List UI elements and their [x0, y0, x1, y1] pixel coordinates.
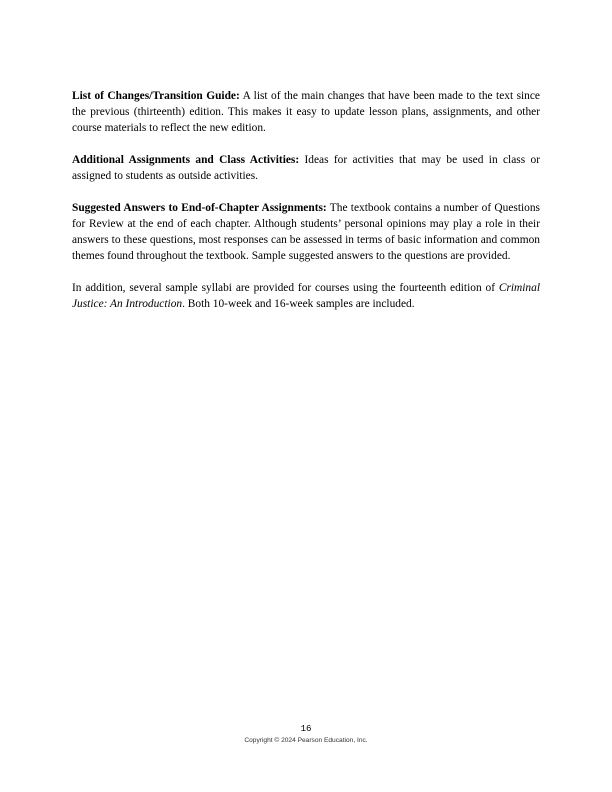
additional-assignments-heading: Additional Assignments and Class Activities: — [72, 154, 300, 166]
changes-guide-paragraph — [72, 88, 540, 136]
suggested-answers-text: The textbook contains a number of Questions for Review at the end of each chapter. Although students’ personal opinions may play a role in their answers to these questions, most responses can be assessed in terms of basic information and common themes found throughout the textbook. Sample suggested answers to the questions are provided. — [72, 202, 540, 262]
copyright-notice: Copyright © 2024 Pearson Education, Inc. — [244, 737, 368, 744]
changes-guide-heading: List of Changes/Transition Guide: — [72, 90, 240, 102]
page-number: 16 — [300, 725, 312, 731]
additional-assignments-text: Ideas for activities that may be used in class or assigned to students as outside activities. — [72, 154, 540, 182]
book-title: Criminal Justice: An Introduction — [72, 282, 540, 310]
suggested-answers-paragraph — [72, 200, 540, 264]
additional-assignments-paragraph — [72, 152, 540, 184]
page-body — [72, 88, 540, 328]
syllabi-paragraph — [72, 280, 540, 312]
syllabi-text-end: . Both 10-week and 16-week samples are included. — [182, 298, 415, 310]
syllabi-text-start: In addition, several sample syllabi are provided for courses using the fourteenth edition of — [72, 282, 499, 294]
changes-guide-text: A list of the main changes that have been made to the text since the previous (thirteenth) edition. This makes it easy to update lesson plans, assignments, and other course materials to reflect the new edition. — [72, 90, 540, 134]
suggested-answers-heading: Suggested Answers to End-of-Chapter Assignments: — [72, 202, 327, 214]
